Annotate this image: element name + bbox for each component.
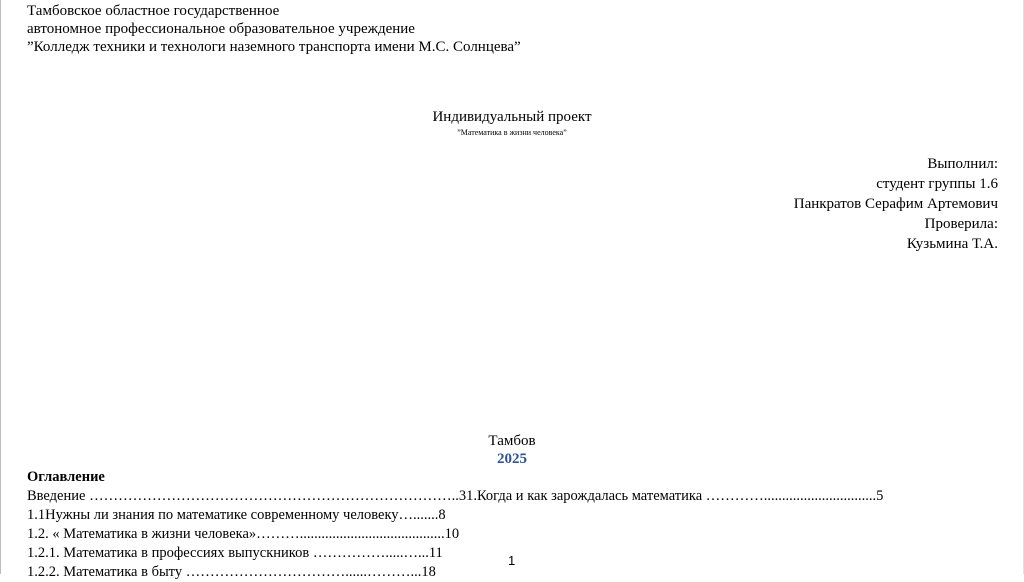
checked-label: Проверила: [924,216,998,232]
teacher-name: Кузьмина Т.А. [906,236,998,252]
page-number: 1 [508,553,516,568]
toc-entry: 1.2. « Математика в жизни человека»………........................................10 [27,526,460,542]
toc-heading: Оглавление [27,469,105,485]
city-name: Тамбов [488,433,536,449]
institution-line-2: автономное профессиональное образовательное учреждение [27,21,415,37]
project-title: Индивидуальный проект [432,109,592,125]
page-left-border [0,0,1,574]
performed-label: Выполнил: [927,156,998,172]
toc-entry: 1.1Нужны ли знания по математике современному человеку….......8 [27,507,446,523]
toc-entry: Введение …………………………………………………………………..31.Когда и как зарождалась математика …………...............................5 [27,488,884,504]
project-subtitle: ”Математика в жизни человека” [457,128,567,137]
institution-line-3: ”Колледж техники и технологи наземного транспорта имени М.С. Солнцева” [27,39,521,55]
signature-block [794,154,998,254]
toc-entry: 1.2.2. Математика в быту ……………………………......………...18 [27,564,436,580]
student-name: Панкратов Серафим Артемович [793,196,998,212]
institution-line-1: Тамбовское областное государственное [27,3,280,19]
year: 2025 [497,451,527,467]
toc-entry: 1.2.1. Математика в профессиях выпускников …………….....…...11 [27,545,443,561]
table-of-contents [27,468,883,582]
student-group: студент группы 1.6 [876,176,998,192]
